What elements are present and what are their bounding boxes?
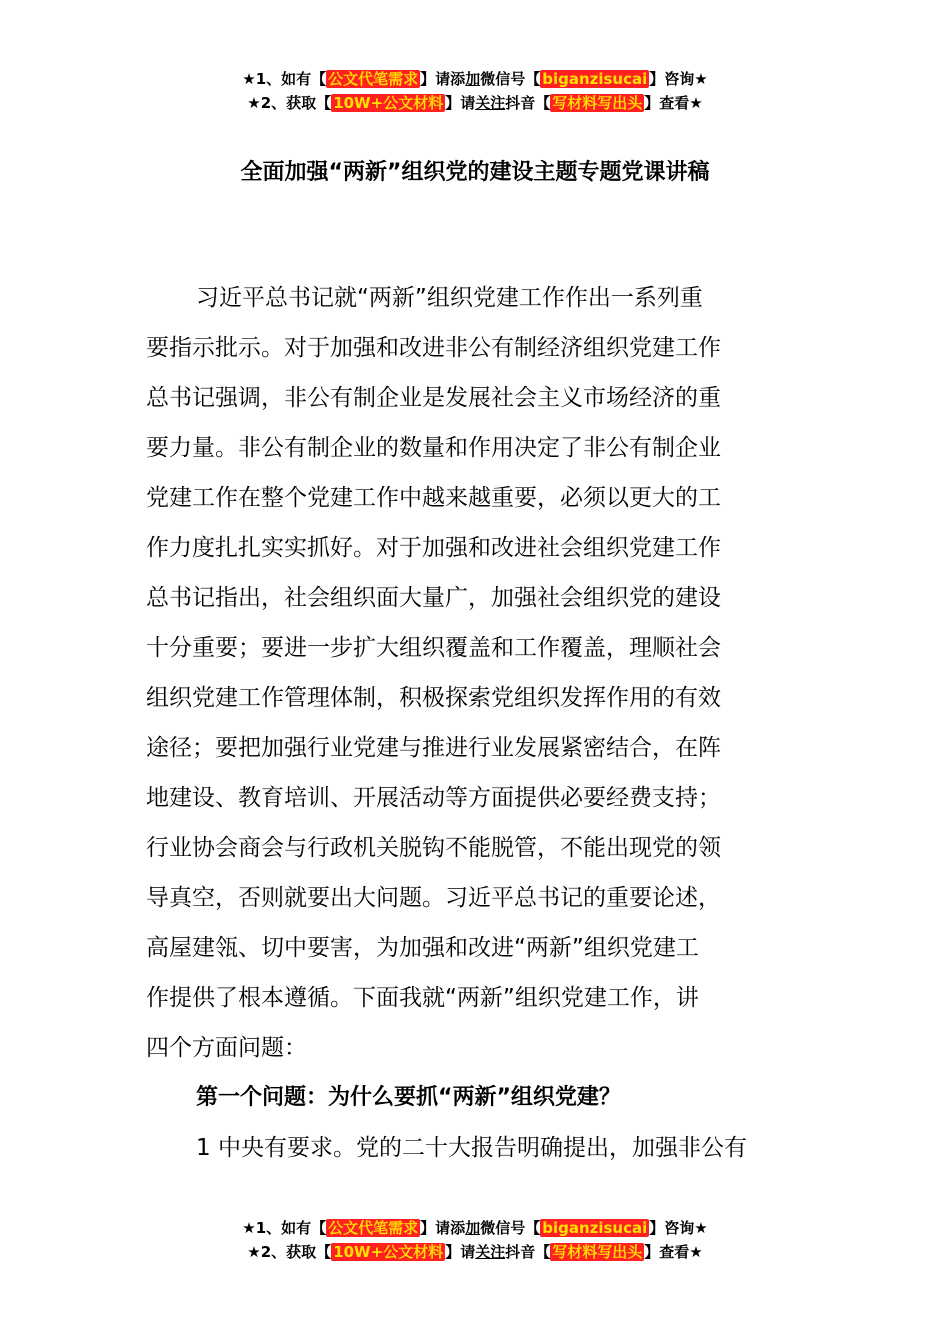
- banner-text: 抖音【: [505, 94, 551, 112]
- banner-highlight: biganzisucai: [542, 1219, 648, 1237]
- paragraph-line: 地建设、教育培训、开展活动等方面提供必要经费支持；: [146, 785, 721, 811]
- paragraph-line: 作提供了根本遵循。下面我就“两新”组织党建工作，讲: [146, 985, 699, 1011]
- paragraph-line: 导真空，否则就要出大问题。习近平总书记的重要论述，: [146, 885, 721, 911]
- paragraph-line: 总书记指出，社会组织面大量广，加强社会组织党的建设: [146, 585, 721, 611]
- paragraph-line: 作力度扎扎实实抓好。对于加强和改进社会组织党建工作: [146, 535, 721, 561]
- banner-text: 】请: [445, 94, 476, 112]
- banner-text: 】查看★: [644, 94, 703, 112]
- paragraph-line: 组织党建工作管理体制，积极探索党组织发挥作用的有效: [146, 685, 721, 711]
- banner-highlight: biganzisucai: [542, 70, 648, 88]
- banner-text: 】咨询★: [649, 1219, 708, 1237]
- paragraph-line: 行业协会商会与行政机关脱钩不能脱管，不能出现党的领: [146, 835, 721, 861]
- banner-line-1: [0, 67, 950, 91]
- document-body: [146, 273, 808, 1173]
- paragraph-line: 十分重要；要进一步扩大组织覆盖和工作覆盖，理顺社会: [146, 635, 721, 661]
- banner-text: ★2、获取【: [247, 94, 332, 112]
- banner-text: 】请: [445, 1243, 476, 1261]
- banner-line-2: [0, 1240, 950, 1264]
- banner-highlight: 10W+公文材料: [333, 94, 444, 112]
- paragraph-line: 党建工作在整个党建工作中越来越重要，必须以更大的工: [146, 485, 721, 511]
- banner-highlight: 10W+公文材料: [333, 1243, 444, 1261]
- banner-text: 】请添: [420, 70, 466, 88]
- banner-text: 】请添: [420, 1219, 466, 1237]
- paragraph-line: 习近平总书记就“两新”组织党建工作作出一系列重: [196, 285, 703, 311]
- banner-text: 抖音【: [505, 1243, 551, 1261]
- paragraph-line: 高屋建瓴、切中要害，为加强和改进“两新”组织党建工: [146, 935, 699, 961]
- banner-highlight: 公文代笔需求: [328, 1219, 419, 1237]
- banner-underline: 加: [465, 1219, 481, 1237]
- banner-underline: 加: [465, 70, 481, 88]
- banner-line-2: [0, 91, 950, 115]
- section-heading: 第一个问题：为什么要抓“两新”组织党建？: [196, 1085, 621, 1110]
- paragraph-line: 要指示批示。对于加强和改进非公有制经济组织党建工作: [146, 335, 721, 361]
- banner-text: 】查看★: [644, 1243, 703, 1261]
- paragraph-line: 途径；要把加强行业党建与推进行业发展紧密结合，在阵: [146, 735, 721, 761]
- paragraph-line: 总书记强调，非公有制企业是发展社会主义市场经济的重: [146, 385, 721, 411]
- banner-text: 微信号【: [480, 70, 541, 88]
- banner-underline: 关注: [475, 1243, 506, 1261]
- bottom-banner: [0, 1216, 950, 1264]
- banner-line-1: [0, 1216, 950, 1240]
- banner-text: 】咨询★: [649, 70, 708, 88]
- banner-underline: 关注: [475, 94, 506, 112]
- paragraph-line: 四个方面问题：: [146, 1035, 307, 1061]
- paragraph-line: 要力量。非公有制企业的数量和作用决定了非公有制企业: [146, 435, 721, 461]
- banner-highlight: 公文代笔需求: [328, 70, 419, 88]
- banner-text: ★1、如有【: [242, 70, 327, 88]
- banner-text: 微信号【: [480, 1219, 541, 1237]
- banner-highlight: 写材料写出头: [552, 1243, 643, 1261]
- document-title: 全面加强“两新”组织党的建设主题专题党课讲稿: [240, 160, 710, 185]
- paragraph-line: 1 中央有要求。党的二十大报告明确提出，加强非公有: [196, 1135, 747, 1161]
- banner-text: ★2、获取【: [247, 1243, 332, 1261]
- banner-text: ★1、如有【: [242, 1219, 327, 1237]
- banner-highlight: 写材料写出头: [552, 94, 643, 112]
- top-banner: [0, 67, 950, 115]
